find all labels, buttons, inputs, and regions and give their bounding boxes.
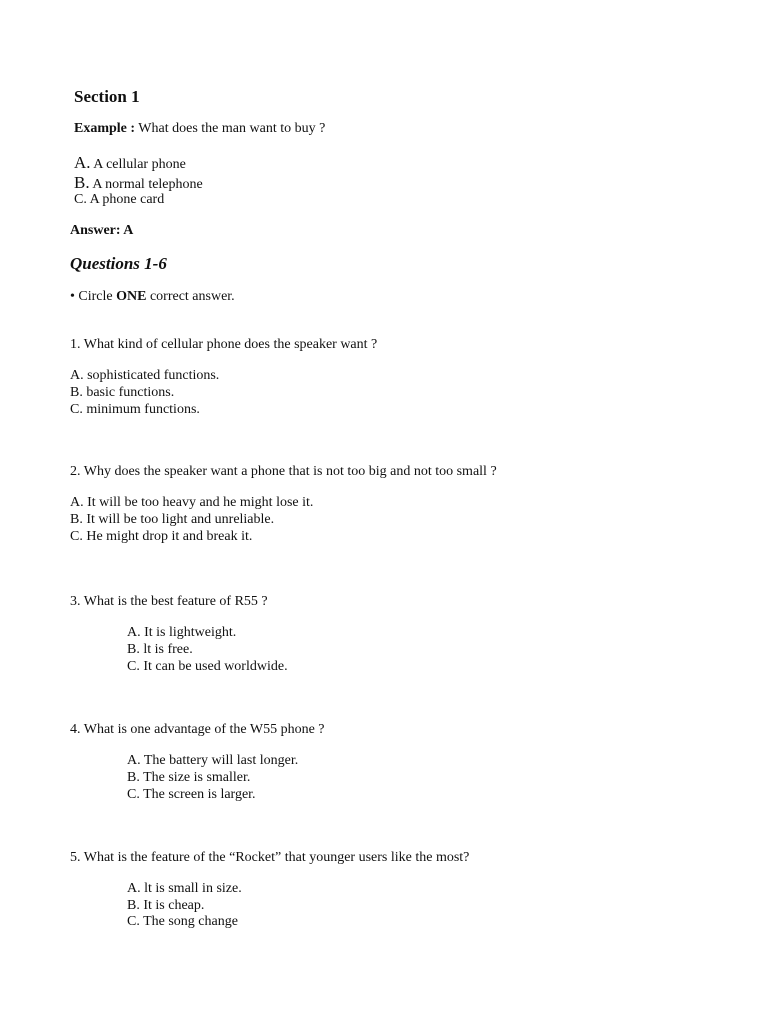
example-option-c (74, 192, 164, 208)
example-option-letter: C. (74, 192, 87, 207)
example-option-text: A cellular phone (90, 157, 186, 172)
example-option-letter: B. (74, 173, 90, 192)
question-4-option-c[interactable]: C. The screen is larger. (127, 787, 256, 802)
example-option-text: A normal telephone (89, 177, 203, 192)
question-2-option-b[interactable]: B. It will be too light and unreliable. (70, 512, 275, 527)
question-3: 3. What is the best feature of R55 ? (70, 594, 268, 609)
question-4-option-a[interactable]: A. The battery will last longer. (127, 753, 299, 768)
section-title: Section 1 (74, 87, 140, 106)
question-1-option-a[interactable]: A. sophisticated functions. (70, 368, 220, 383)
question-2-option-a[interactable]: A. It will be too heavy and he might lose it. (70, 495, 314, 510)
questions-header: Questions 1-6 (70, 254, 167, 273)
example-answer: Answer: A (70, 223, 134, 238)
question-1-option-c[interactable]: C. minimum functions. (70, 402, 200, 417)
instruction-bullet: • Circle (70, 289, 117, 304)
question-2-option-c[interactable]: C. He might drop it and break it. (70, 529, 253, 544)
question-3-option-a[interactable]: A. It is lightweight. (127, 625, 237, 640)
question-4: 4. What is one advantage of the W55 phone ? (70, 722, 325, 737)
example-label: Example : (74, 121, 136, 136)
example-question (74, 121, 325, 137)
question-3-option-b[interactable]: B. lt is free. (127, 642, 193, 657)
example-option-b (74, 173, 203, 193)
example-option-text: A phone card (86, 192, 165, 207)
example-option-letter: A. (74, 153, 91, 172)
question-5-option-c[interactable]: C. The song change (127, 914, 238, 929)
question-3-option-c[interactable]: C. It can be used worldwide. (127, 659, 288, 674)
instruction (70, 289, 235, 305)
instruction-rest: correct answer. (146, 289, 235, 304)
question-5: 5. What is the feature of the “Rocket” that younger users like the most? (70, 850, 470, 865)
question-2: 2. Why does the speaker want a phone that is not too big and not too small ? (70, 464, 497, 479)
question-5-option-a[interactable]: A. lt is small in size. (127, 881, 242, 896)
example-option-a (74, 153, 186, 173)
question-4-option-b[interactable]: B. The size is smaller. (127, 770, 251, 785)
instruction-emphasis: ONE (116, 289, 147, 304)
question-1-option-b[interactable]: B. basic functions. (70, 385, 175, 400)
question-1: 1. What kind of cellular phone does the speaker want ? (70, 337, 378, 352)
question-5-option-b[interactable]: B. It is cheap. (127, 898, 205, 913)
example-question-text: What does the man want to buy ? (135, 121, 326, 136)
